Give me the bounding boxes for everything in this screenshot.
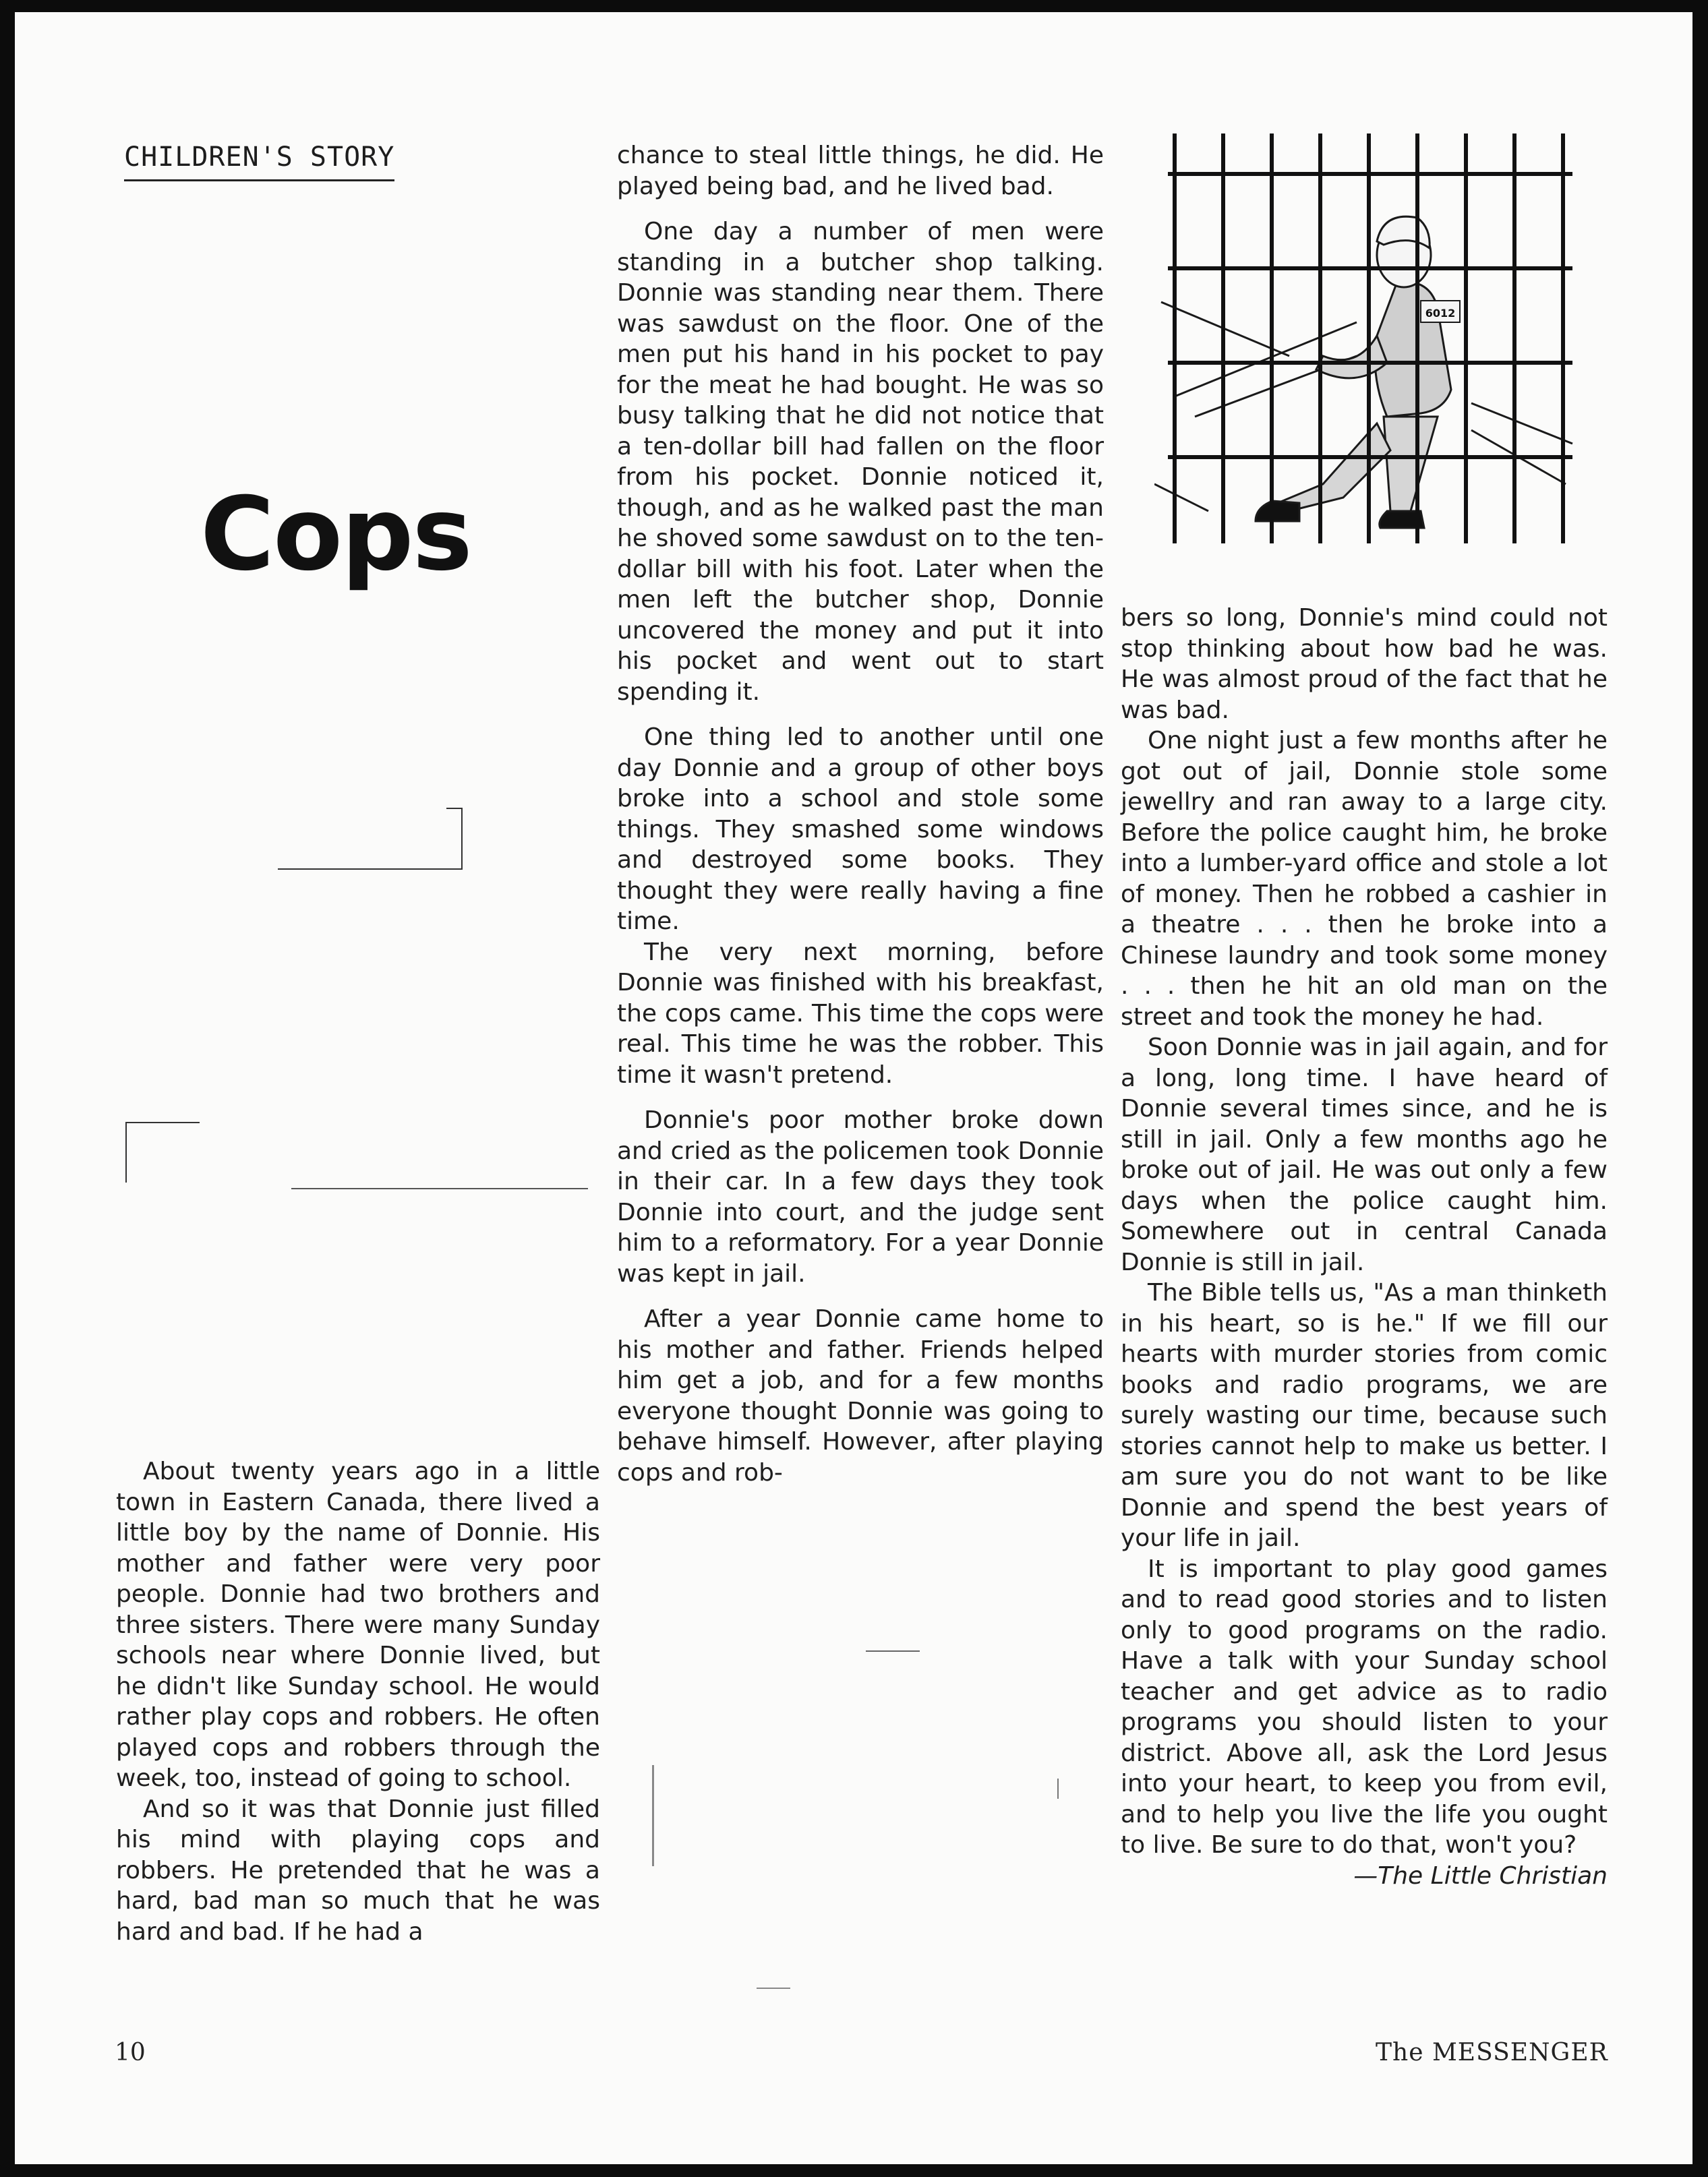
paragraph: And so it was that Donnie just filled his mind with playing cops and robbers. He pretended that he was a hard, bad man so much that he was hard and bad. If he had a bbox=[116, 1795, 600, 1946]
scan-artifact bbox=[1057, 1779, 1059, 1799]
scan-artifact bbox=[866, 1650, 920, 1652]
paragraph: One day a number of men were standing in a butcher shop talking. Donnie was standing near them. There was sawdust on the floor. One of the men put his hand in his pocket to pay for the meat he had bought. He was so busy talking that he did not notice that a ten-dollar bill had fallen on the floor from his pocket. Donnie noticed it, though, and as he walked past the man he shoved some sawdust on to the ten-dollar bill with his foot. Later when the men left the butcher shop, Donnie uncovered the money and put it into his pocket and went out to start spending it. bbox=[617, 218, 1104, 706]
paragraph: It is important to play good games and to read good stories and to listen only to good programs on the radio. Have a talk with your Sunday school teacher and get advice as to radio programs you should listen to your district. Above all, ask the Lord Jesus into your heart, to keep you from evil, and to help you live the life you ought to live. Be sure to do that, won't you? bbox=[1121, 1555, 1608, 1859]
paragraph: chance to steal little things, he did. He played being bad, and he lived bad. bbox=[617, 142, 1104, 200]
scan-artifact bbox=[125, 1122, 200, 1123]
prisoner-number-text: 6012 bbox=[1425, 307, 1456, 320]
paragraph: One night just a few months after he got out of jail, Donnie stole some jewellry and ran away to a large city. Before the police caught him, he broke into a lumber-yard office and stole a lot of money. Then he robbed a cashier in a theatre . . . then he broke into a Chinese laundry and took some money . . . then he hit an old man on the street and took the money he had. bbox=[1121, 727, 1608, 1031]
paragraph: Donnie's poor mother broke down and cried as the policemen took Donnie in their car. In a few days they took Donnie into court, and the judge sent him to a reformatory. For a year Donnie was kept in jail. bbox=[617, 1106, 1104, 1288]
paragraph: Soon Donnie was in jail again, and for a long, long time. I have heard of Donnie several times since, and he is still in jail. Only a few months ago he broke out of jail. He was out only a few days when the police caught him. Somewhere out in central Canada Donnie is still in jail. bbox=[1121, 1034, 1608, 1276]
publication-name: The MESSENGER bbox=[1376, 2039, 1608, 2066]
paragraph: The very next morning, before Donnie was finished with his breakfast, the cops came. This time the cops were real. This time he was the robber. This time it wasn't pretend. bbox=[617, 938, 1104, 1089]
story-column-3 bbox=[1121, 603, 1608, 1891]
story-column-2 bbox=[617, 140, 1104, 1488]
scan-artifact bbox=[278, 868, 461, 870]
attribution: —The Little Christian bbox=[1353, 1861, 1608, 1890]
scan-artifact bbox=[461, 809, 463, 870]
jail-cell-illustration bbox=[1154, 133, 1583, 543]
prisoner-figure bbox=[1256, 216, 1460, 528]
scan-artifact bbox=[757, 1988, 790, 1989]
scan-artifact bbox=[652, 1765, 654, 1866]
magazine-page bbox=[15, 12, 1692, 2164]
paragraph: The Bible tells us, "As a man thinketh in his heart, so is he." If we fill our hearts with murder stories from comic books and radio programs, we are surely wasting our time, because such stories cannot help to make us better. I am sure you do not want to be like Donnie and spend the best years of your life in jail. bbox=[1121, 1279, 1608, 1552]
section-label: CHILDREN'S STORY bbox=[124, 142, 394, 181]
scan-artifact bbox=[291, 1188, 588, 1189]
paragraph: One thing led to another until one day Donnie and a group of other boys broke into a school and stole some things. They smashed some windows and destroyed some books. They thought they were really having a fine time. bbox=[617, 723, 1104, 935]
paragraph: After a year Donnie came home to his mother and father. Friends helped him get a job, and for a few months everyone thought Donnie was going to behave himself. However, after playing cops and rob- bbox=[617, 1305, 1104, 1487]
page-number: 10 bbox=[115, 2039, 146, 2066]
paragraph: About twenty years ago in a little town in Eastern Canada, there lived a little boy by the name of Donnie. His mother and father were very poor people. Donnie had two brothers and three sisters. There were many Sunday schools near where Donnie lived, but he didn't like Sunday school. He would rather play cops and robbers. He often played cops and robbers through the week, too, instead of going to school. bbox=[116, 1458, 600, 1792]
story-column-1 bbox=[116, 1456, 600, 1947]
story-title: Cops bbox=[200, 476, 471, 593]
scan-artifact bbox=[446, 808, 463, 809]
scan-artifact bbox=[125, 1122, 127, 1183]
paragraph: bers so long, Donnie's mind could not stop thinking about how bad he was. He was almost proud of the fact that he was bad. bbox=[1121, 604, 1608, 724]
